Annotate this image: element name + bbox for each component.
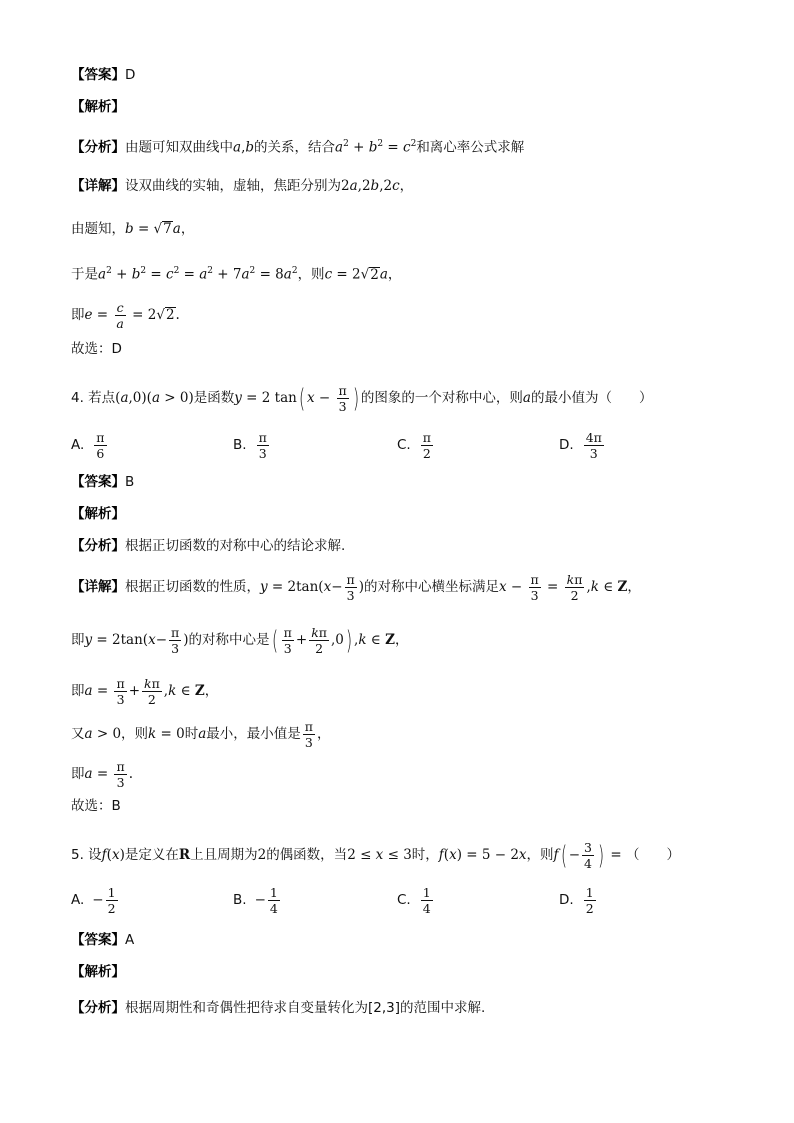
text: ，则 bbox=[526, 847, 554, 863]
text: 于是 bbox=[71, 266, 98, 283]
option-den: 3 bbox=[258, 446, 267, 461]
option-sign: − bbox=[92, 892, 104, 908]
option-num: 4π bbox=[585, 430, 602, 445]
option-c[interactable] bbox=[397, 430, 435, 461]
option-label: A. bbox=[71, 437, 85, 453]
text: 根据正切函数的性质， bbox=[125, 579, 260, 595]
math-line: 又a > 0，则k = 0时a最小，最小值是 $\frac{\pi}{3}$ ， bbox=[71, 719, 331, 750]
choose-line bbox=[71, 339, 122, 359]
text: ，则 bbox=[121, 726, 149, 742]
answer-value: A bbox=[125, 932, 135, 948]
text: 的对称中心是 bbox=[188, 632, 270, 648]
fenxi-line-4 bbox=[71, 536, 345, 556]
option-label: C. bbox=[397, 437, 411, 453]
analysis-tag: 【解析】 bbox=[71, 964, 125, 980]
question-5-stem: 5. 设f(x)是定义在R上且周期为2的偶函数，当2 ≤ x ≤ 3时，f(x) = 5 − 2x，则f( − $\frac{3}{4}$ ) = （ ） bbox=[71, 840, 681, 871]
fenxi-tag: 【分析】 bbox=[71, 538, 125, 554]
math-line: 于是$a^2 + b^2 = c^2 = a^2 + 7a^2 = 8a^2$，则c = 2√2a， bbox=[71, 266, 402, 283]
option-den: 3 bbox=[589, 446, 598, 461]
option-num: 1 bbox=[585, 885, 594, 900]
option-den: 6 bbox=[96, 446, 105, 461]
option-sign: − bbox=[254, 892, 266, 908]
option-label: A. bbox=[71, 892, 85, 908]
math-line: 由题知，b = √7a， bbox=[71, 221, 195, 237]
option-den: 4 bbox=[422, 901, 431, 916]
xiangjie-tag: 【详解】 bbox=[71, 178, 125, 194]
text: 是定义在 bbox=[124, 847, 179, 863]
option-num: 1 bbox=[422, 885, 431, 900]
option-a[interactable] bbox=[71, 430, 109, 461]
option-den: 2 bbox=[107, 901, 116, 916]
question-4-stem: 4. 若点(a,0)(a > 0)是函数y = 2 tan( x − $\frac{\pi}{3}$ ) 的图象的一个对称中心，则a的最小值为（ ） bbox=[71, 383, 653, 414]
answer-line-5 bbox=[71, 930, 134, 950]
option-den: 2 bbox=[585, 901, 594, 916]
option-label: D. bbox=[559, 892, 574, 908]
text: 又 bbox=[71, 726, 85, 742]
fenxi-line-3: 【分析】由题可知双曲线中a,b的关系，结合$a^2 + b^2 = c^2$和离心率公式求解 bbox=[71, 139, 525, 156]
math-line: 即e = $\frac{c}{a}$ = 2√2. bbox=[71, 300, 180, 331]
text: 即 bbox=[71, 766, 85, 782]
analysis-heading-3 bbox=[71, 97, 125, 117]
text: （ ） bbox=[626, 847, 681, 863]
text: 4. 若点 bbox=[71, 390, 116, 406]
option-label: C. bbox=[397, 892, 411, 908]
xiangjie-tag: 【详解】 bbox=[71, 579, 125, 595]
option-c[interactable] bbox=[397, 885, 435, 916]
option-label: B. bbox=[233, 892, 247, 908]
text: 的最小值为（ ） bbox=[530, 390, 653, 406]
option-label: D. bbox=[559, 437, 574, 453]
math-line: 即a = $\frac{\pi}{3}$ . bbox=[71, 759, 133, 790]
analysis-tag: 【解析】 bbox=[71, 99, 125, 115]
analysis-heading-4 bbox=[71, 504, 125, 524]
answer-tag: 【答案】 bbox=[71, 474, 125, 490]
option-a[interactable] bbox=[71, 885, 120, 916]
answer-value: D bbox=[125, 67, 136, 83]
analysis-heading-5 bbox=[71, 962, 125, 982]
choose-text: 故选：B bbox=[71, 798, 121, 814]
fenxi-text: 的关系，结合 bbox=[254, 139, 336, 156]
xiangjie-text: 设双曲线的实轴，虚轴，焦距分别为 bbox=[125, 178, 341, 194]
text: 时 bbox=[184, 726, 199, 742]
math-line: 即y = 2tan(x− $\frac{\pi}{3}$ )的对称中心是( $\frac{\pi}{3}$ + $\frac{k\pi}{2}$ ,0) ,k ∈ Z， bbox=[71, 625, 409, 656]
answer-line-4 bbox=[71, 472, 134, 492]
option-b[interactable] bbox=[233, 885, 282, 916]
fenxi-text: 由题可知双曲线中 bbox=[125, 139, 233, 156]
option-num: π bbox=[422, 430, 431, 445]
option-num: 1 bbox=[269, 885, 278, 900]
text: 是函数 bbox=[193, 390, 235, 406]
fenxi-text: 根据周期性和奇偶性把待求自变量转化为[2,3]的范围中求解. bbox=[125, 1000, 486, 1016]
option-b[interactable] bbox=[233, 430, 271, 461]
text: 即 bbox=[71, 632, 85, 648]
text: ，则 bbox=[297, 266, 325, 283]
answer-tag: 【答案】 bbox=[71, 932, 125, 948]
text: 即 bbox=[71, 683, 85, 699]
text: 即 bbox=[71, 307, 85, 323]
answer-tag: 【答案】 bbox=[71, 67, 125, 83]
option-num: π bbox=[96, 430, 105, 445]
option-num: π bbox=[258, 430, 267, 445]
option-label: B. bbox=[233, 437, 247, 453]
analysis-tag: 【解析】 bbox=[71, 506, 125, 522]
choose-line bbox=[71, 796, 121, 816]
text: 由题知， bbox=[71, 221, 125, 237]
option-num: 1 bbox=[107, 885, 116, 900]
text: 的对称中心横坐标满足 bbox=[364, 579, 499, 595]
option-d[interactable] bbox=[559, 885, 598, 916]
option-d[interactable] bbox=[559, 430, 606, 461]
answer-line-3 bbox=[71, 65, 135, 85]
answer-value: B bbox=[125, 474, 135, 490]
text: 的偶函数，当 bbox=[266, 847, 348, 863]
fenxi-text: 和离心率公式求解 bbox=[416, 139, 525, 156]
text: 5. 设 bbox=[71, 847, 102, 863]
text: 的图象的一个对称中心，则 bbox=[360, 390, 523, 406]
fenxi-tag: 【分析】 bbox=[71, 1000, 125, 1016]
text: 时， bbox=[411, 847, 439, 863]
fenxi-text: 根据正切函数的对称中心的结论求解. bbox=[125, 538, 346, 554]
fenxi-tag: 【分析】 bbox=[71, 139, 125, 156]
xiangjie-line-3: 【详解】设双曲线的实轴，虚轴，焦距分别为2a,2b,2c， bbox=[71, 178, 414, 194]
choose-text: 故选：D bbox=[71, 341, 122, 357]
math-line: 即a = $\frac{\pi}{3}$ + $\frac{k\pi}{2}$ ,k ∈ Z， bbox=[71, 676, 219, 707]
option-den: 2 bbox=[422, 446, 431, 461]
xiangjie-line-4: 【详解】根据正切函数的性质，y = 2tan(x− $\frac{\pi}{3}$ )的对称中心横坐标满足x − $\frac{\pi}{3}$ = $\frac{k\pi}{2}$ ,k ∈ Z， bbox=[71, 572, 641, 603]
text: 最小，最小值是 bbox=[206, 726, 301, 742]
option-den: 4 bbox=[269, 901, 278, 916]
fenxi-line-5 bbox=[71, 998, 485, 1018]
text: 上且周期为 bbox=[190, 847, 258, 863]
